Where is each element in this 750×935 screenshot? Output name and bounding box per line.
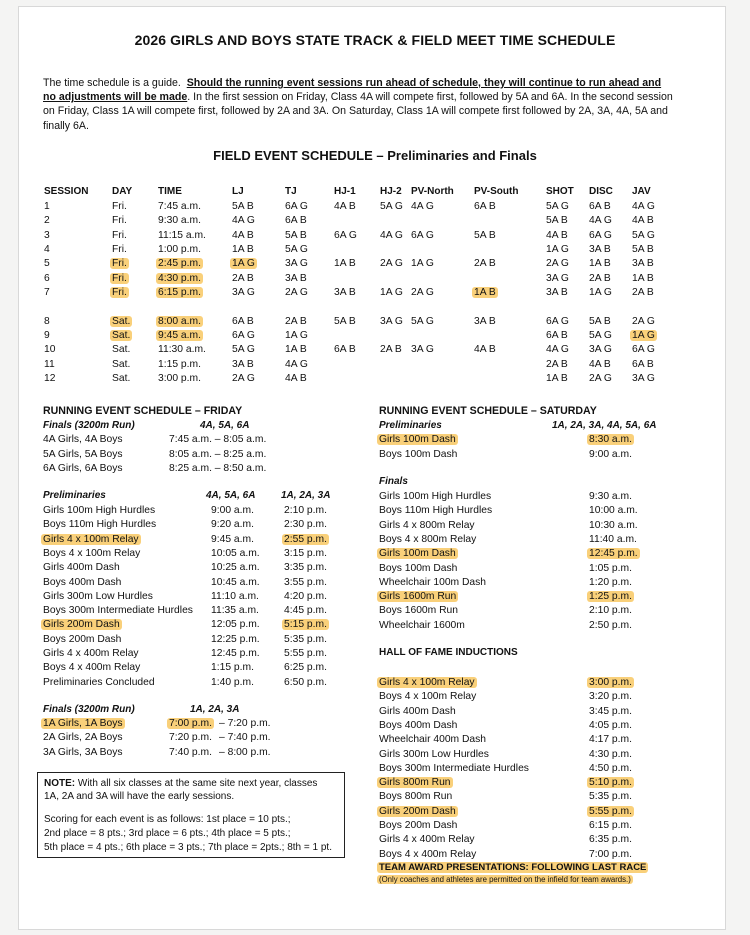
field-cell-pv-south: [474, 287, 496, 298]
highlight-mark: 1A B: [474, 287, 496, 298]
highlight-mark: 12:45 p.m.: [589, 548, 638, 560]
field-cell-lj: 3A G: [232, 287, 255, 298]
highlight-mark: 5:10 p.m.: [589, 777, 632, 789]
friday-prelim-time-4a-6a: 10:05 a.m.: [211, 547, 260, 559]
friday-prelim-time-4a-6a: 9:45 a.m.: [211, 533, 254, 545]
intro-rest: . In the first session on Friday, Class 4A will compete first, followed by 5A and 6A. In the second session on Friday, Class 1A will compete first, followed by 2A and 3A. On Saturday, Class 1A will compete first followed by 2A, 3A, 4A, 5A and finally 6A.: [43, 91, 673, 132]
field-cell-disc: 2A B: [589, 273, 611, 284]
saturday-afternoon-event: Wheelchair 400m Dash: [379, 734, 487, 746]
field-cell-lj: 2A B: [232, 273, 254, 284]
field-cell-tj: 3A B: [285, 273, 307, 284]
friday-prelim-time-4a-6a: 12:25 p.m.: [211, 633, 260, 645]
field-cell-day: Fri.: [112, 230, 127, 241]
field-cell-time: 1:00 p.m.: [158, 244, 201, 255]
highlight-mark: Sat.: [112, 330, 131, 341]
field-cell-session: 1: [44, 201, 50, 212]
field-cell-time: [158, 287, 201, 298]
saturday-final-event: Wheelchair 100m Dash: [379, 576, 487, 588]
field-cell-jav: 4A G: [632, 201, 655, 212]
highlight-mark: Girls 200m Dash: [379, 805, 456, 817]
field-cell-tj: 5A G: [285, 244, 308, 255]
friday-prelim-time-1a-3a: [284, 534, 327, 545]
friday-prelim-time-4a-6a: 9:00 a.m.: [211, 505, 254, 516]
hall-of-fame-heading: HALL OF FAME INDUCTIONS: [379, 647, 518, 658]
highlight-mark: Fri.: [112, 273, 127, 284]
field-cell-lj: 6A B: [232, 316, 254, 327]
note-box: [37, 772, 345, 858]
field-cell-day: Sat.: [112, 359, 131, 370]
field-cell-day: [112, 287, 127, 298]
friday-prelim-time-1a-3a: 3:35 p.m.: [284, 562, 327, 574]
field-cell-disc: 3A B: [589, 244, 611, 255]
friday-prelim-event: Girls 300m Low Hurdles: [43, 590, 153, 602]
highlight-mark: 5:55 p.m.: [589, 805, 632, 817]
field-cell-day: Fri.: [112, 215, 127, 226]
friday-final-time: 8:05 a.m. – 8:25 a.m.: [169, 448, 267, 460]
intro-paragraph: [43, 76, 673, 133]
highlight-mark: 1A G: [632, 330, 655, 341]
field-col-header-time: TIME: [158, 186, 182, 197]
field-col-header-tj: TJ: [285, 186, 297, 197]
saturday-afternoon-time: [589, 777, 632, 788]
field-cell-day: Fri.: [112, 244, 127, 255]
highlight-mark: 4:30 p.m.: [158, 273, 201, 284]
highlight-mark: Girls 4 x 100m Relay: [379, 677, 475, 688]
page-title: 2026 GIRLS AND BOYS STATE TRACK & FIELD MEET TIME SCHEDULE: [134, 32, 616, 48]
saturday-afternoon-time: 6:35 p.m.: [589, 834, 632, 846]
field-cell-lj: 5A B: [232, 201, 254, 212]
highlight-mark: 1A G: [232, 258, 255, 269]
field-col-header-pv-south: PV-South: [474, 186, 519, 197]
friday-final2-end: – 7:20 p.m.: [219, 718, 271, 729]
highlight-mark: Girls 4 x 100m Relay: [43, 533, 139, 545]
friday-prelims-col-4a-6a: 4A, 5A, 6A: [206, 490, 256, 501]
highlight-mark: Girls 100m Dash: [379, 434, 456, 445]
friday-prelim-time-1a-3a: [284, 619, 327, 630]
field-cell-lj: 4A B: [232, 230, 254, 241]
friday-finals-classes: 4A, 5A, 6A: [200, 420, 250, 431]
field-cell-pv-north: 4A G: [411, 201, 434, 212]
highlight-mark: 2:45 p.m.: [158, 258, 201, 269]
highlight-mark: Fri.: [112, 287, 127, 298]
field-cell-lj: 5A G: [232, 344, 255, 355]
saturday-afternoon-time: 7:00 p.m.: [589, 848, 632, 860]
friday-prelim-event: Preliminaries Concluded: [43, 676, 155, 688]
saturday-final-event: Girls 4 x 800m Relay: [379, 519, 475, 531]
friday-final2-start: [169, 718, 212, 729]
friday-prelim-event: [43, 534, 139, 545]
highlight-mark: 2:55 p.m.: [284, 533, 327, 545]
field-cell-disc: 6A G: [589, 230, 612, 241]
field-cell-time: 3:00 p.m.: [158, 373, 201, 384]
note-text-2: 1A, 2A and 3A will have the early sessions.: [44, 791, 235, 802]
friday-final2-event: [43, 718, 123, 729]
saturday-afternoon-event: [379, 777, 451, 788]
field-cell-lj: 3A B: [232, 359, 254, 370]
friday-finals2-label: Finals (3200m Run): [43, 704, 135, 715]
friday-prelim-time-4a-6a: 1:15 p.m.: [211, 662, 254, 674]
field-cell-jav: 6A G: [632, 344, 655, 355]
scoring-line-2: 2nd place = 8 pts.; 3rd place = 6 pts.; 4th place = 5 pts.;: [44, 828, 291, 839]
highlight-mark: 1:25 p.m.: [589, 591, 632, 603]
team-award-note: [379, 875, 631, 884]
friday-final2-start: 7:20 p.m.: [169, 732, 212, 744]
friday-prelim-time-1a-3a: 6:25 p.m.: [284, 662, 327, 674]
field-cell-hj1: 5A B: [334, 316, 356, 327]
field-col-header-session: SESSION: [44, 186, 89, 197]
field-cell-tj: 1A B: [285, 344, 307, 355]
saturday-afternoon-event: Girls 4 x 400m Relay: [379, 834, 475, 846]
saturday-prelim-time: [589, 434, 632, 445]
field-cell-disc: 6A B: [589, 201, 611, 212]
field-cell-jav: 6A B: [632, 359, 654, 370]
field-cell-jav: 2A B: [632, 287, 654, 298]
saturday-finals-label: Finals: [379, 476, 408, 487]
highlight-mark: Fri.: [112, 258, 127, 269]
saturday-afternoon-event: Boys 400m Dash: [379, 719, 458, 731]
field-cell-session: 12: [44, 373, 56, 384]
saturday-afternoon-time: 5:35 p.m.: [589, 791, 632, 803]
highlight-mark: Girls 1600m Run: [379, 591, 457, 603]
field-cell-time: 11:30 a.m.: [158, 344, 206, 355]
highlight-mark: 1A Girls, 1A Boys: [43, 718, 123, 729]
saturday-afternoon-time: 4:05 p.m.: [589, 719, 632, 731]
friday-prelim-event: Girls 400m Dash: [43, 562, 120, 574]
friday-prelim-time-1a-3a: 4:45 p.m.: [284, 605, 327, 617]
friday-prelim-time-1a-3a: 2:10 p.m.: [284, 505, 327, 516]
saturday-final-event: [379, 591, 456, 602]
field-cell-jav: 4A B: [632, 215, 654, 226]
highlight-mark: Girls 800m Run: [379, 777, 451, 789]
field-col-header-disc: DISC: [589, 186, 613, 197]
friday-prelim-event: [43, 619, 120, 630]
field-cell-day: [112, 316, 130, 327]
saturday-final-time: 2:50 p.m.: [589, 619, 632, 631]
friday-prelim-event: Boys 200m Dash: [43, 633, 122, 645]
field-cell-tj: 2A G: [285, 287, 308, 298]
friday-prelim-time-4a-6a: 10:45 a.m.: [211, 576, 260, 588]
field-cell-pv-north: 1A G: [411, 258, 434, 269]
field-cell-time: [158, 258, 201, 269]
friday-final2-end: – 7:40 p.m.: [219, 732, 271, 744]
field-cell-session: 9: [44, 330, 50, 341]
field-cell-time: 9:30 a.m.: [158, 215, 201, 226]
note-label: NOTE:: [44, 778, 76, 789]
saturday-final-time: 9:30 a.m.: [589, 491, 632, 502]
field-cell-lj: 6A G: [232, 330, 255, 341]
field-cell-pv-north: 3A G: [411, 344, 434, 355]
field-cell-tj: 6A G: [285, 201, 308, 212]
field-cell-hj2: 2A G: [380, 258, 403, 269]
note-line-1: [44, 778, 317, 789]
field-cell-time: 11:15 a.m.: [158, 230, 206, 241]
saturday-heading: RUNNING EVENT SCHEDULE – SATURDAY: [379, 405, 597, 417]
friday-final2-event: 2A Girls, 2A Boys: [43, 732, 123, 744]
field-cell-day: [112, 330, 130, 341]
saturday-afternoon-event: Boys 4 x 400m Relay: [379, 848, 477, 860]
saturday-final-time: 1:20 p.m.: [589, 576, 632, 588]
scoring-line-1: Scoring for each event is as follows: 1st place = 10 pts.;: [44, 814, 291, 825]
highlight-mark: 9:45 a.m.: [158, 330, 201, 341]
scoring-line-3: 5th place = 4 pts.; 6th place = 3 pts.; 7th place = 2pts.; 8th = 1 pt.: [44, 842, 332, 853]
friday-prelim-event: Boys 300m Intermediate Hurdles: [43, 605, 193, 617]
field-cell-shot: 4A G: [546, 344, 569, 355]
friday-prelim-event: Boys 4 x 400m Relay: [43, 662, 141, 674]
friday-final-event: 6A Girls, 6A Boys: [43, 463, 123, 474]
saturday-final-time: 11:40 a.m.: [589, 533, 637, 545]
friday-prelim-time-4a-6a: 11:35 a.m.: [211, 605, 259, 617]
field-cell-shot: 2A G: [546, 258, 569, 269]
field-cell-disc: 1A G: [589, 287, 612, 298]
saturday-prelim-event: [379, 434, 456, 445]
saturday-afternoon-event: Boys 300m Intermediate Hurdles: [379, 762, 529, 774]
field-cell-jav: 1A B: [632, 273, 654, 284]
friday-finals-label: Finals (3200m Run): [43, 420, 135, 431]
field-cell-day: [112, 273, 127, 284]
field-cell-session: 4: [44, 244, 50, 255]
friday-prelim-event: Girls 100m High Hurdles: [43, 505, 156, 516]
saturday-afternoon-time: 4:30 p.m.: [589, 748, 632, 760]
friday-prelim-time-1a-3a: 2:30 p.m.: [284, 519, 327, 531]
field-cell-session: 6: [44, 273, 50, 284]
intro-emphasis: Should the running event sessions run ahead of schedule, they will continue to run ahead and no adjustments will be made: [43, 77, 662, 104]
saturday-afternoon-time: [589, 677, 632, 688]
highlight-mark: 8:00 a.m.: [158, 316, 201, 327]
saturday-afternoon-time: 3:20 p.m.: [589, 691, 632, 703]
field-cell-hj2: 4A G: [380, 230, 403, 241]
field-cell-time: 7:45 a.m.: [158, 201, 201, 212]
saturday-prelim-time: 9:00 a.m.: [589, 448, 632, 460]
field-cell-hj2: 3A G: [380, 316, 403, 327]
team-award-heading: [379, 862, 646, 873]
field-cell-shot: 1A B: [546, 373, 568, 384]
saturday-afternoon-time: 4:17 p.m.: [589, 734, 632, 746]
field-cell-tj: 5A B: [285, 230, 307, 241]
friday-final2-event: 3A Girls, 3A Boys: [43, 746, 123, 758]
saturday-afternoon-event: Girls 300m Low Hurdles: [379, 748, 489, 760]
field-cell-lj: 1A B: [232, 244, 254, 255]
field-col-header-day: DAY: [112, 186, 133, 197]
saturday-prelim-event: Boys 100m Dash: [379, 448, 458, 460]
field-cell-time: [158, 316, 201, 327]
field-cell-hj1: 4A B: [334, 201, 356, 212]
field-cell-jav: 3A B: [632, 258, 654, 269]
note-text-1: With all six classes at the same site next year, classes: [77, 778, 318, 789]
friday-prelim-time-4a-6a: 11:10 a.m.: [211, 590, 259, 602]
field-col-header-shot: SHOT: [546, 186, 574, 197]
field-cell-session: 7: [44, 287, 50, 298]
friday-final2-end: – 8:00 p.m.: [219, 746, 271, 758]
friday-final-time: 7:45 a.m. – 8:05 a.m.: [169, 434, 267, 445]
friday-prelim-time-1a-3a: 3:55 p.m.: [284, 576, 327, 588]
field-cell-time: [158, 330, 201, 341]
field-col-header-hj2: HJ-2: [380, 186, 402, 197]
field-cell-lj: [232, 258, 255, 269]
saturday-final-event: Wheelchair 1600m: [379, 619, 465, 631]
field-cell-hj1: 6A B: [334, 344, 356, 355]
field-cell-tj: 2A B: [285, 316, 307, 327]
saturday-afternoon-event: Boys 200m Dash: [379, 820, 458, 831]
field-cell-disc: 2A G: [589, 373, 612, 384]
saturday-final-event: Boys 110m High Hurdles: [379, 505, 493, 517]
friday-final2-start: 7:40 p.m.: [169, 746, 212, 758]
saturday-afternoon-time: 6:15 p.m.: [589, 820, 632, 831]
friday-prelim-time-4a-6a: 1:40 p.m.: [211, 676, 254, 688]
highlight-mark: Girls 200m Dash: [43, 619, 120, 631]
friday-prelims-col-1a-3a: 1A, 2A, 3A: [281, 490, 331, 501]
field-cell-session: 8: [44, 316, 50, 327]
field-cell-day: [112, 258, 127, 269]
saturday-classes: 1A, 2A, 3A, 4A, 5A, 6A: [552, 420, 657, 431]
field-cell-shot: 5A B: [546, 215, 568, 226]
field-col-header-pv-north: PV-North: [411, 186, 454, 197]
saturday-afternoon-event: Boys 800m Run: [379, 791, 453, 803]
saturday-afternoon-event: Girls 400m Dash: [379, 705, 456, 717]
saturday-final-event: Boys 1600m Run: [379, 605, 458, 617]
field-cell-disc: 5A B: [589, 316, 611, 327]
saturday-afternoon-time: 3:45 p.m.: [589, 705, 632, 717]
friday-final-event: 5A Girls, 5A Boys: [43, 448, 123, 460]
field-cell-pv-south: 6A B: [474, 201, 496, 212]
field-cell-pv-south: 5A B: [474, 230, 496, 241]
highlight-mark: Sat.: [112, 316, 131, 327]
field-cell-hj2: 2A B: [380, 344, 402, 355]
field-cell-lj: 4A G: [232, 215, 255, 226]
field-cell-session: 5: [44, 258, 50, 269]
field-cell-day: Sat.: [112, 344, 131, 355]
field-cell-shot: 6A B: [546, 330, 568, 341]
highlight-mark: Girls 100m Dash: [379, 548, 456, 560]
saturday-final-time: [589, 548, 638, 559]
saturday-final-event: Boys 4 x 800m Relay: [379, 533, 477, 545]
friday-prelim-time-1a-3a: 6:50 p.m.: [284, 676, 327, 688]
field-cell-pv-south: 3A B: [474, 316, 496, 327]
friday-prelim-time-4a-6a: 12:45 p.m.: [211, 648, 260, 659]
field-cell-tj: 4A G: [285, 359, 308, 370]
saturday-final-event: [379, 548, 456, 559]
field-cell-jav: 3A G: [632, 373, 655, 384]
field-cell-shot: 4A B: [546, 230, 568, 241]
highlight-mark: 6:15 p.m.: [158, 287, 201, 298]
saturday-afternoon-event: [379, 677, 475, 688]
field-col-header-hj1: HJ-1: [334, 186, 356, 197]
field-cell-hj1: 6A G: [334, 230, 357, 241]
field-cell-time: 1:15 p.m.: [158, 359, 201, 370]
highlight-mark: 5:15 p.m.: [284, 619, 327, 631]
intro-lead: The time schedule is a guide.: [43, 77, 181, 89]
field-cell-hj2: 1A G: [380, 287, 403, 298]
field-cell-shot: 6A G: [546, 316, 569, 327]
saturday-afternoon-event: Boys 4 x 100m Relay: [379, 691, 477, 703]
highlight-mark: 7:00 p.m.: [169, 718, 212, 729]
field-cell-day: Sat.: [112, 373, 131, 384]
field-cell-jav: 5A G: [632, 230, 655, 241]
field-cell-disc: 4A B: [589, 359, 611, 370]
friday-final-event: 4A Girls, 4A Boys: [43, 434, 123, 445]
friday-heading: RUNNING EVENT SCHEDULE – FRIDAY: [43, 405, 243, 417]
saturday-final-time: 10:00 a.m.: [589, 505, 638, 517]
field-cell-shot: 3A G: [546, 273, 569, 284]
saturday-afternoon-time: 4:50 p.m.: [589, 762, 632, 774]
field-cell-lj: 2A G: [232, 373, 255, 384]
field-cell-hj1: 3A B: [334, 287, 356, 298]
field-cell-jav: 5A B: [632, 244, 654, 255]
friday-prelim-event: Girls 4 x 400m Relay: [43, 648, 139, 659]
field-cell-tj: 1A G: [285, 330, 308, 341]
field-cell-pv-north: 2A G: [411, 287, 434, 298]
field-cell-hj1: 1A B: [334, 258, 356, 269]
friday-prelim-event: Boys 110m High Hurdles: [43, 519, 157, 531]
friday-prelim-time-4a-6a: 12:05 p.m.: [211, 619, 260, 631]
saturday-final-time: [589, 591, 632, 602]
friday-prelim-event: Boys 400m Dash: [43, 576, 122, 588]
field-col-header-jav: JAV: [632, 186, 651, 197]
saturday-final-time: 2:10 p.m.: [589, 605, 632, 617]
friday-final-time: 8:25 a.m. – 8:50 a.m.: [169, 463, 267, 474]
highlight-mark: TEAM AWARD PRESENTATIONS: FOLLOWING LAST RACE: [379, 862, 647, 873]
friday-prelim-event: Boys 4 x 100m Relay: [43, 547, 141, 559]
field-cell-jav: [632, 330, 655, 341]
saturday-final-time: 10:30 a.m.: [589, 519, 638, 531]
field-cell-hj2: 5A G: [380, 201, 403, 212]
field-cell-disc: 1A B: [589, 258, 611, 269]
friday-prelim-time-1a-3a: 4:20 p.m.: [284, 590, 327, 602]
field-cell-pv-south: 4A B: [474, 344, 496, 355]
friday-prelim-time-1a-3a: 5:55 p.m.: [284, 648, 327, 659]
field-cell-disc: 4A G: [589, 215, 612, 226]
highlight-mark: 3:00 p.m.: [589, 677, 632, 688]
field-cell-tj: 6A B: [285, 215, 307, 226]
field-cell-session: 11: [44, 359, 55, 370]
field-col-header-lj: LJ: [232, 186, 244, 197]
friday-prelim-time-4a-6a: 10:25 a.m.: [211, 562, 260, 574]
field-cell-shot: 5A G: [546, 201, 569, 212]
saturday-final-event: Girls 100m High Hurdles: [379, 491, 492, 502]
field-cell-pv-south: 2A B: [474, 258, 496, 269]
saturday-prelims-label: Preliminaries: [379, 420, 442, 431]
field-cell-pv-north: 6A G: [411, 230, 434, 241]
field-cell-time: [158, 273, 201, 284]
field-cell-disc: 5A G: [589, 330, 612, 341]
saturday-final-time: 1:05 p.m.: [589, 562, 632, 574]
friday-prelim-time-1a-3a: 3:15 p.m.: [284, 547, 327, 559]
field-cell-session: 3: [44, 230, 50, 241]
field-cell-session: 2: [44, 215, 50, 226]
friday-finals2-classes: 1A, 2A, 3A: [190, 704, 240, 715]
field-cell-pv-north: 5A G: [411, 316, 434, 327]
field-cell-disc: 3A G: [589, 344, 612, 355]
field-cell-day: Fri.: [112, 201, 127, 212]
highlight-mark: 8:30 a.m.: [589, 434, 632, 445]
field-cell-session: 10: [44, 344, 56, 355]
field-cell-shot: 2A B: [546, 359, 568, 370]
field-cell-tj: 3A G: [285, 258, 308, 269]
field-cell-jav: 2A G: [632, 316, 655, 327]
saturday-afternoon-time: [589, 806, 632, 817]
field-heading: FIELD EVENT SCHEDULE – Preliminaries and Finals: [213, 148, 537, 163]
field-cell-shot: 3A B: [546, 287, 568, 298]
field-cell-shot: 1A G: [546, 244, 569, 255]
saturday-final-event: Boys 100m Dash: [379, 562, 458, 574]
saturday-afternoon-event: [379, 806, 456, 817]
field-cell-tj: 4A B: [285, 373, 307, 384]
friday-prelim-time-1a-3a: 5:35 p.m.: [284, 633, 327, 645]
friday-prelim-time-4a-6a: 9:20 a.m.: [211, 519, 254, 531]
friday-prelims-label: Preliminaries: [43, 490, 106, 501]
highlight-mark: (Only coaches and athletes are permitted on the infield for team awards.): [379, 875, 631, 884]
